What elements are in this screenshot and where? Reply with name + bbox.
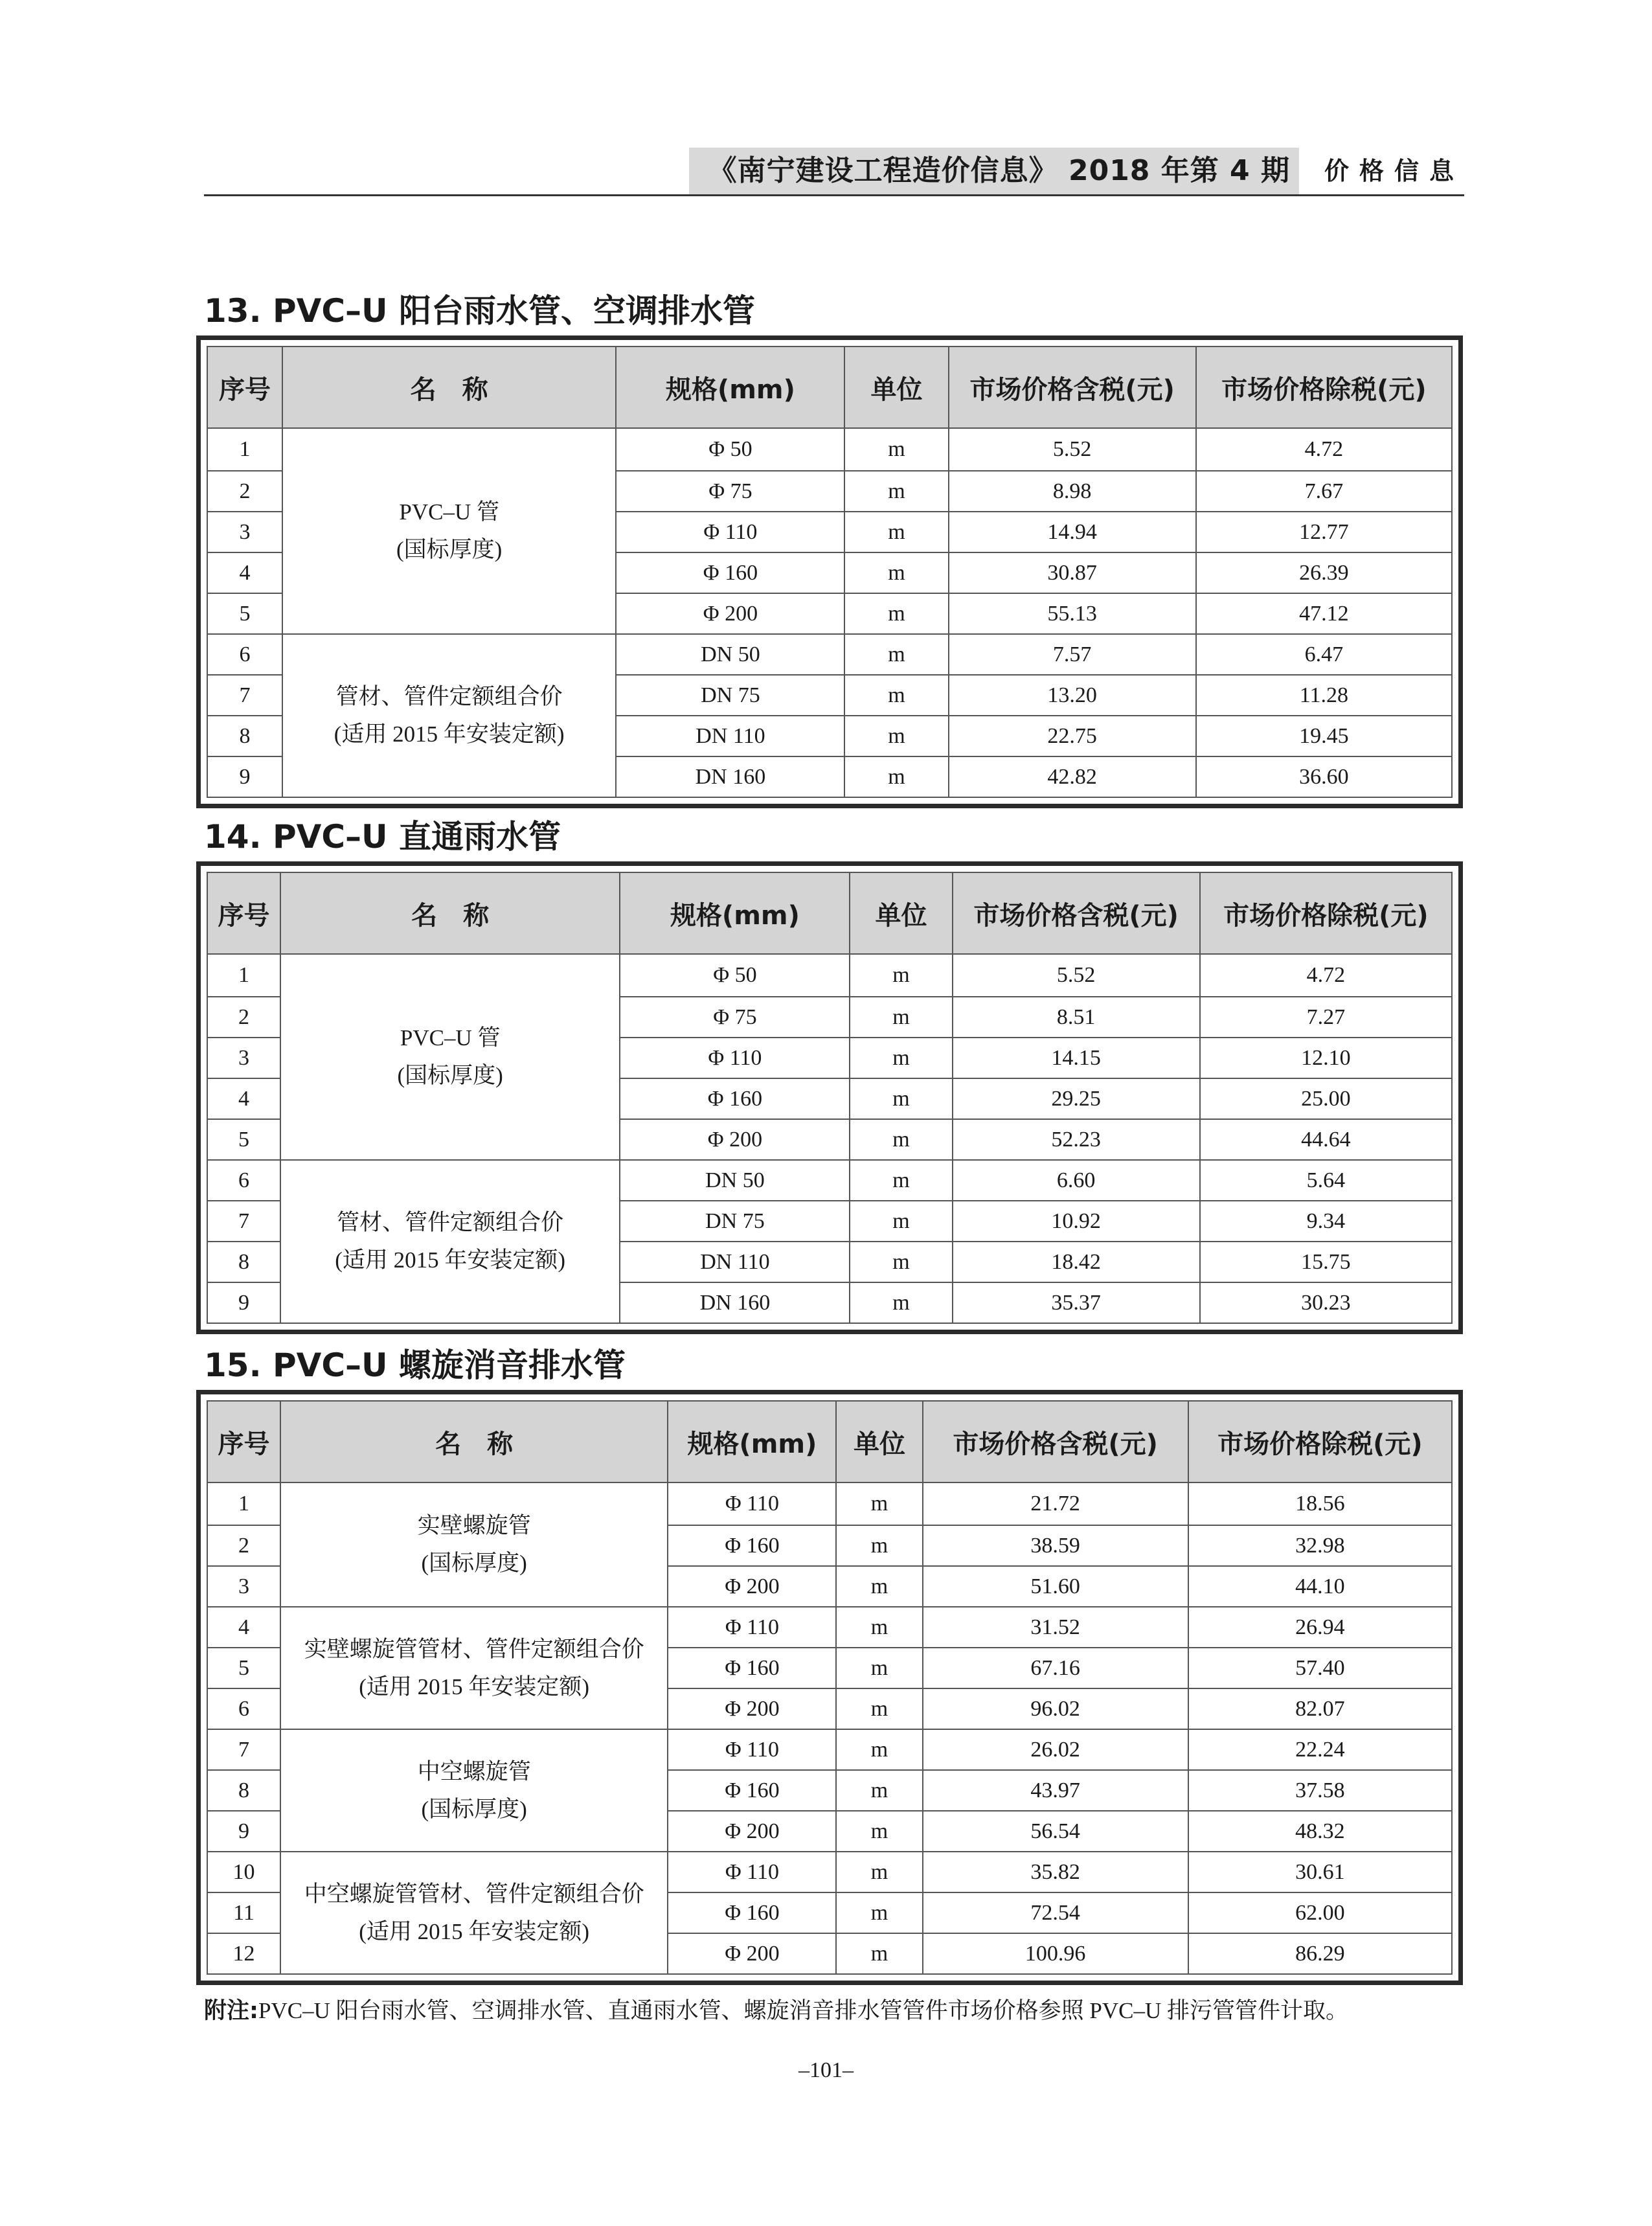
item-name: [280, 1160, 620, 1323]
spec-cell: DN 75: [616, 675, 844, 716]
price-with-tax-cell: 55.13: [949, 593, 1196, 634]
table-row: [207, 634, 1452, 675]
price-with-tax-cell: 51.60: [923, 1566, 1188, 1607]
column-header: 名 称: [280, 872, 620, 954]
spec-cell: DN 75: [620, 1201, 850, 1242]
price-without-tax-cell: 12.77: [1196, 512, 1452, 552]
price-without-tax-cell: 6.47: [1196, 634, 1452, 675]
spec-cell: Φ 160: [616, 552, 844, 593]
price-with-tax-cell: 67.16: [923, 1648, 1188, 1688]
column-header: 序号: [207, 346, 282, 428]
spec-cell: Φ 110: [620, 1038, 850, 1078]
unit-cell: m: [844, 512, 948, 552]
price-with-tax-cell: 29.25: [953, 1078, 1200, 1119]
price-with-tax-cell: 72.54: [923, 1892, 1188, 1933]
spec-cell: Φ 50: [620, 954, 850, 997]
price-without-tax-cell: 4.72: [1196, 428, 1452, 471]
unit-cell: m: [836, 1566, 922, 1607]
spec-cell: Φ 75: [616, 471, 844, 512]
table-row: [207, 1160, 1452, 1201]
unit-cell: m: [850, 1078, 952, 1119]
row-number: 2: [207, 471, 282, 512]
unit-cell: m: [850, 1242, 952, 1282]
item-name-line: (适用 2015 年安装定额): [359, 1674, 590, 1699]
item-name-line: (国标厚度): [397, 1063, 503, 1088]
price-without-tax-cell: 86.29: [1188, 1933, 1452, 1974]
column-header: 规格(mm): [668, 1401, 836, 1482]
column-header: 规格(mm): [616, 346, 844, 428]
price-without-tax-cell: 44.10: [1188, 1566, 1452, 1607]
unit-cell: m: [844, 593, 948, 634]
spec-cell: Φ 110: [668, 1607, 836, 1648]
unit-cell: m: [836, 1770, 922, 1811]
row-number: 6: [207, 1688, 280, 1729]
price-without-tax-cell: 47.12: [1196, 593, 1452, 634]
price-without-tax-cell: 44.64: [1200, 1119, 1452, 1160]
unit-cell: m: [850, 1160, 952, 1201]
price-with-tax-cell: 18.42: [953, 1242, 1200, 1282]
item-name: [280, 1607, 668, 1729]
row-number: 2: [207, 1525, 280, 1566]
row-number: 4: [207, 1078, 280, 1119]
price-with-tax-cell: 38.59: [923, 1525, 1188, 1566]
price-without-tax-cell: 30.23: [1200, 1282, 1452, 1323]
header-row: [207, 346, 1452, 428]
spec-cell: Φ 160: [620, 1078, 850, 1119]
column-header: 单位: [836, 1401, 922, 1482]
row-number: 11: [207, 1892, 280, 1933]
item-name-line: PVC–U 管: [400, 1025, 501, 1051]
row-number: 2: [207, 997, 280, 1038]
price-with-tax-cell: 13.20: [949, 675, 1196, 716]
table-row: [207, 1852, 1452, 1892]
unit-cell: m: [836, 1525, 922, 1566]
item-name-line: 管材、管件定额组合价: [335, 684, 563, 709]
footnote-text: PVC–U 阳台雨水管、空调排水管、直通雨水管、螺旋消音排水管管件市场价格参照 PVC–U 排污管管件计取。: [258, 1998, 1348, 2023]
price-without-tax-cell: 48.32: [1188, 1811, 1452, 1852]
item-name-line: PVC–U 管: [399, 499, 499, 525]
item-name-line: 中空螺旋管管材、管件定额组合价: [304, 1881, 644, 1907]
unit-cell: m: [850, 1201, 952, 1242]
price-with-tax-cell: 30.87: [949, 552, 1196, 593]
price-without-tax-cell: 57.40: [1188, 1648, 1452, 1688]
page-header: [204, 148, 1464, 196]
row-number: 9: [207, 1811, 280, 1852]
price-with-tax-cell: 6.60: [953, 1160, 1200, 1201]
price-without-tax-cell: 7.67: [1196, 471, 1452, 512]
row-number: 1: [207, 954, 280, 997]
price-with-tax-cell: 5.52: [953, 954, 1200, 997]
price-with-tax-cell: 96.02: [923, 1688, 1188, 1729]
spec-cell: DN 160: [616, 756, 844, 797]
unit-cell: m: [850, 954, 952, 997]
price-without-tax-cell: 82.07: [1188, 1688, 1452, 1729]
column-header: 市场价格除税(元): [1196, 346, 1452, 428]
unit-cell: m: [850, 1038, 952, 1078]
page-number: –101–: [798, 2058, 854, 2082]
item-name-line: (适用 2015 年安装定额): [359, 1918, 590, 1944]
item-name-line: 中空螺旋管: [417, 1758, 531, 1784]
unit-cell: m: [836, 1811, 922, 1852]
row-number: 3: [207, 512, 282, 552]
unit-cell: m: [844, 675, 948, 716]
spec-cell: Φ 160: [668, 1892, 836, 1933]
item-name: [280, 954, 620, 1160]
price-with-tax-cell: 14.94: [949, 512, 1196, 552]
spec-cell: Φ 75: [620, 997, 850, 1038]
price-without-tax-cell: 32.98: [1188, 1525, 1452, 1566]
column-header: 市场价格含税(元): [923, 1401, 1188, 1482]
price-with-tax-cell: 35.37: [953, 1282, 1200, 1323]
column-header: 市场价格除税(元): [1200, 872, 1452, 954]
spec-cell: DN 50: [616, 634, 844, 675]
item-name-line: (国标厚度): [421, 1796, 527, 1822]
price-with-tax-cell: 56.54: [923, 1811, 1188, 1852]
price-with-tax-cell: 22.75: [949, 716, 1196, 756]
item-name: [282, 634, 616, 797]
row-number: 4: [207, 552, 282, 593]
unit-cell: m: [836, 1607, 922, 1648]
section-label: 价格信息: [1324, 157, 1464, 185]
footnote-label: 附注:: [204, 1998, 258, 2024]
table-row: [207, 1607, 1452, 1648]
price-without-tax-cell: 19.45: [1196, 716, 1452, 756]
footnote: [204, 1995, 1348, 2027]
item-name: [280, 1729, 668, 1852]
table-row: [207, 428, 1452, 471]
price-without-tax-cell: 11.28: [1196, 675, 1452, 716]
price-without-tax-cell: 15.75: [1200, 1242, 1452, 1282]
spec-cell: DN 110: [620, 1242, 850, 1282]
price-without-tax-cell: 36.60: [1196, 756, 1452, 797]
price-without-tax-cell: 30.61: [1188, 1852, 1452, 1892]
table-15-frame: [196, 1390, 1463, 1985]
price-without-tax-cell: 12.10: [1200, 1038, 1452, 1078]
unit-cell: m: [844, 471, 948, 512]
row-number: 9: [207, 756, 282, 797]
price-without-tax-cell: 25.00: [1200, 1078, 1452, 1119]
spec-cell: Φ 200: [668, 1811, 836, 1852]
price-with-tax-cell: 21.72: [923, 1482, 1188, 1525]
price-with-tax-cell: 31.52: [923, 1607, 1188, 1648]
row-number: 1: [207, 1482, 280, 1525]
table-row: [207, 954, 1452, 997]
unit-cell: m: [844, 428, 948, 471]
column-header: 规格(mm): [620, 872, 850, 954]
spec-cell: Φ 110: [668, 1852, 836, 1892]
row-number: 12: [207, 1933, 280, 1974]
unit-cell: m: [844, 756, 948, 797]
unit-cell: m: [836, 1482, 922, 1525]
price-with-tax-cell: 26.02: [923, 1729, 1188, 1770]
price-with-tax-cell: 7.57: [949, 634, 1196, 675]
spec-cell: DN 160: [620, 1282, 850, 1323]
price-with-tax-cell: 5.52: [949, 428, 1196, 471]
price-without-tax-cell: 37.58: [1188, 1770, 1452, 1811]
price-without-tax-cell: 5.64: [1200, 1160, 1452, 1201]
column-header: 名 称: [280, 1401, 668, 1482]
table-row: [207, 1729, 1452, 1770]
price-table-13: [207, 346, 1453, 798]
column-header: 市场价格含税(元): [953, 872, 1200, 954]
spec-cell: DN 110: [616, 716, 844, 756]
item-name-line: (国标厚度): [396, 537, 503, 562]
column-header: 单位: [844, 346, 948, 428]
unit-cell: m: [844, 552, 948, 593]
spec-cell: Φ 200: [620, 1119, 850, 1160]
unit-cell: m: [836, 1688, 922, 1729]
spec-cell: Φ 110: [668, 1729, 836, 1770]
price-with-tax-cell: 8.98: [949, 471, 1196, 512]
unit-cell: m: [844, 716, 948, 756]
item-name-line: (适用 2015 年安装定额): [335, 1247, 566, 1273]
price-with-tax-cell: 10.92: [953, 1201, 1200, 1242]
row-number: 6: [207, 1160, 280, 1201]
spec-cell: Φ 200: [668, 1688, 836, 1729]
price-without-tax-cell: 4.72: [1200, 954, 1452, 997]
price-with-tax-cell: 43.97: [923, 1770, 1188, 1811]
item-name: [280, 1852, 668, 1974]
spec-cell: DN 50: [620, 1160, 850, 1201]
price-with-tax-cell: 14.15: [953, 1038, 1200, 1078]
spec-cell: Φ 200: [668, 1566, 836, 1607]
unit-cell: m: [836, 1648, 922, 1688]
unit-cell: m: [850, 1282, 952, 1323]
price-without-tax-cell: 9.34: [1200, 1201, 1452, 1242]
price-with-tax-cell: 42.82: [949, 756, 1196, 797]
price-table-14: [207, 872, 1453, 1324]
row-number: 3: [207, 1038, 280, 1078]
price-with-tax-cell: 8.51: [953, 997, 1200, 1038]
column-header: 市场价格除税(元): [1188, 1401, 1452, 1482]
row-number: 7: [207, 675, 282, 716]
row-number: 9: [207, 1282, 280, 1323]
unit-cell: m: [836, 1852, 922, 1892]
spec-cell: Φ 200: [616, 593, 844, 634]
price-without-tax-cell: 62.00: [1188, 1892, 1452, 1933]
column-header: 单位: [850, 872, 952, 954]
table-13-frame: [196, 335, 1463, 808]
price-with-tax-cell: 35.82: [923, 1852, 1188, 1892]
item-name-line: 实壁螺旋管: [417, 1513, 531, 1538]
price-without-tax-cell: 18.56: [1188, 1482, 1452, 1525]
row-number: 3: [207, 1566, 280, 1607]
spec-cell: Φ 110: [616, 512, 844, 552]
row-number: 7: [207, 1729, 280, 1770]
spec-cell: Φ 50: [616, 428, 844, 471]
column-header: 市场价格含税(元): [949, 346, 1196, 428]
unit-cell: m: [850, 1119, 952, 1160]
row-number: 5: [207, 593, 282, 634]
spec-cell: Φ 110: [668, 1482, 836, 1525]
row-number: 8: [207, 1770, 280, 1811]
price-without-tax-cell: 26.39: [1196, 552, 1452, 593]
table-14-frame: [196, 861, 1463, 1334]
item-name-line: 实壁螺旋管管材、管件定额组合价: [304, 1636, 644, 1662]
price-without-tax-cell: 26.94: [1188, 1607, 1452, 1648]
item-name: [282, 428, 616, 634]
spec-cell: Φ 160: [668, 1770, 836, 1811]
price-table-15: [207, 1400, 1453, 1975]
header-row: [207, 872, 1452, 954]
spec-cell: Φ 160: [668, 1648, 836, 1688]
column-header: 名 称: [282, 346, 616, 428]
table-14-title: 14. PVC–U 直通雨水管: [204, 818, 561, 856]
column-header: 序号: [207, 872, 280, 954]
row-number: 8: [207, 716, 282, 756]
row-number: 4: [207, 1607, 280, 1648]
item-name-line: 管材、管件定额组合价: [337, 1210, 564, 1235]
item-name-line: (适用 2015 年安装定额): [334, 721, 565, 747]
row-number: 5: [207, 1648, 280, 1688]
price-with-tax-cell: 100.96: [923, 1933, 1188, 1974]
unit-cell: m: [844, 634, 948, 675]
row-number: 6: [207, 634, 282, 675]
unit-cell: m: [836, 1933, 922, 1974]
row-number: 8: [207, 1242, 280, 1282]
price-without-tax-cell: 7.27: [1200, 997, 1452, 1038]
price-without-tax-cell: 22.24: [1188, 1729, 1452, 1770]
spec-cell: Φ 160: [668, 1525, 836, 1566]
item-name: [280, 1482, 668, 1607]
price-with-tax-cell: 52.23: [953, 1119, 1200, 1160]
column-header: 序号: [207, 1401, 280, 1482]
row-number: 7: [207, 1201, 280, 1242]
unit-cell: m: [850, 997, 952, 1038]
row-number: 5: [207, 1119, 280, 1160]
row-number: 10: [207, 1852, 280, 1892]
row-number: 1: [207, 428, 282, 471]
spec-cell: Φ 200: [668, 1933, 836, 1974]
table-13-title: 13. PVC–U 阳台雨水管、空调排水管: [204, 292, 756, 330]
table-row: [207, 1482, 1452, 1525]
unit-cell: m: [836, 1729, 922, 1770]
item-name-line: (国标厚度): [421, 1550, 527, 1576]
table-15-title: 15. PVC–U 螺旋消音排水管: [204, 1346, 626, 1384]
header-row: [207, 1401, 1452, 1482]
unit-cell: m: [836, 1892, 922, 1933]
publication-title: 《南宁建设工程造价信息》 2018 年第 4 期: [689, 148, 1299, 194]
